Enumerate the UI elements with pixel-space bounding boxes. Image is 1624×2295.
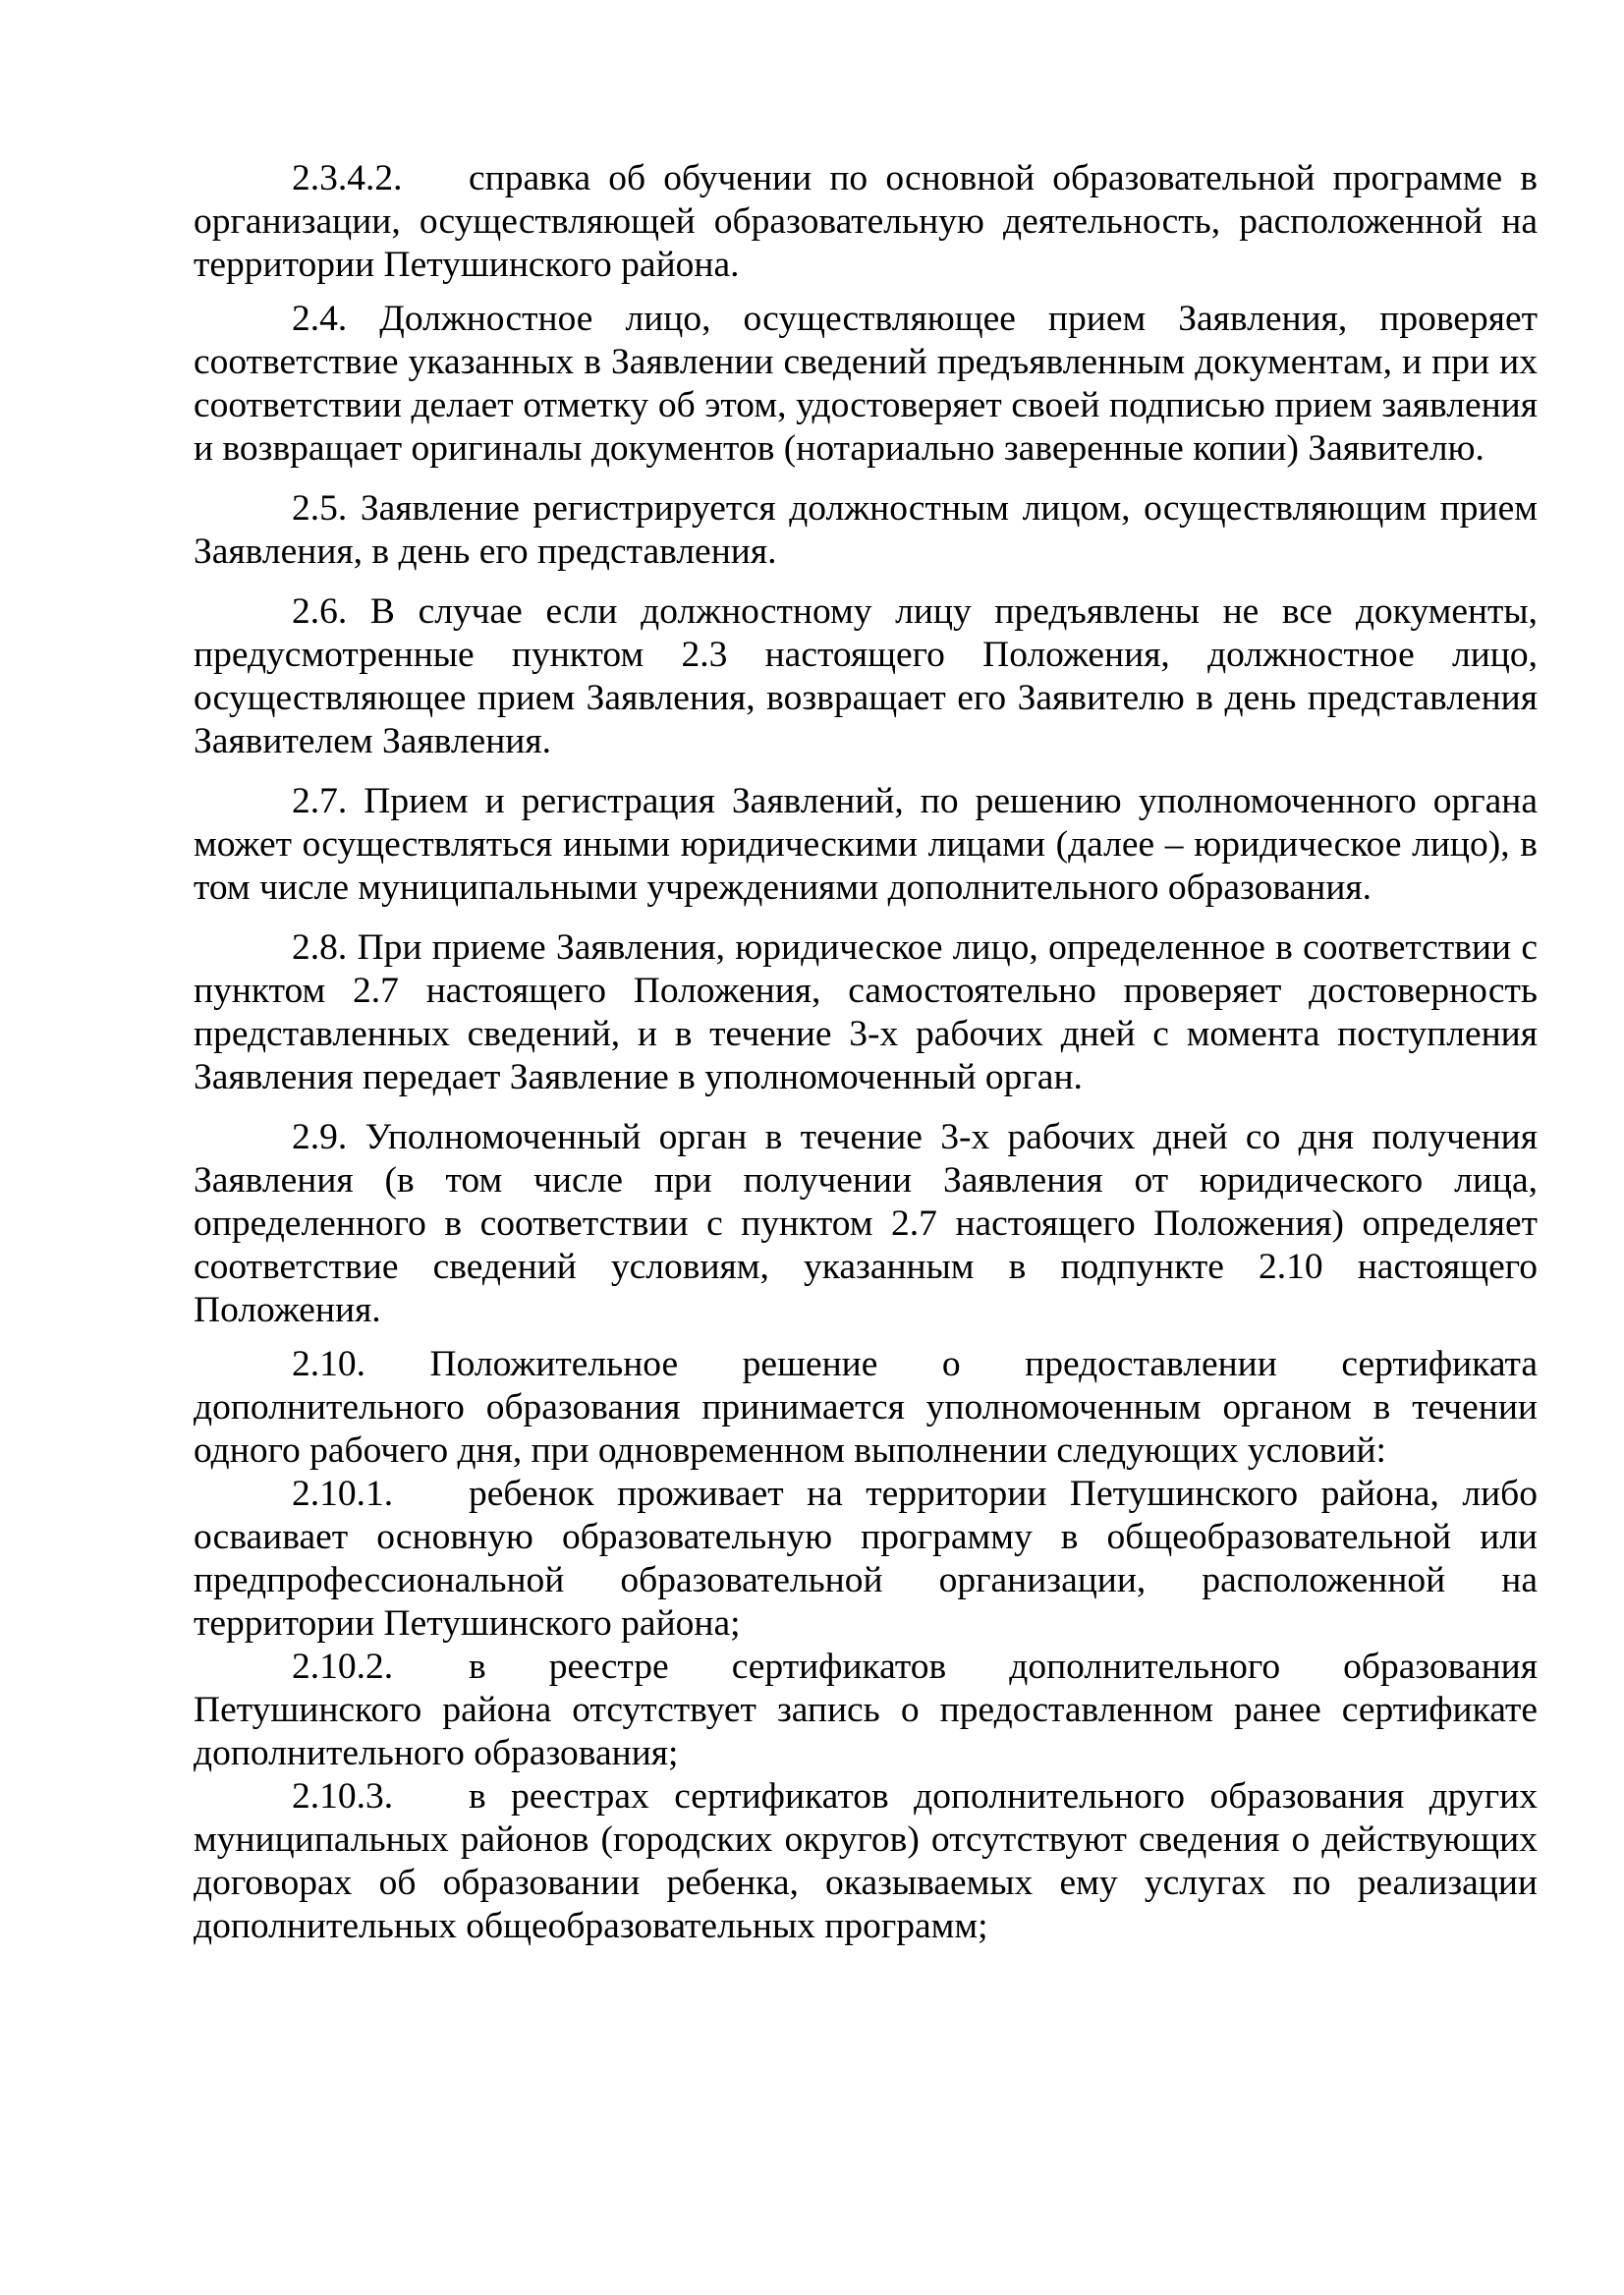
paragraph-text: Уполномоченный орган в течение 3-х рабочих дней со дня получения Заявления (в том числе при получении Заявления от юридического лица, определенного в соответствии с пунктом 2.7 настоящего Положения) определяет соответствие сведений условиям, указанным в подпункте 2.10 настоящего Положения.	[194, 1117, 1539, 1330]
paragraph-number: 2.3.4.2.	[292, 158, 403, 198]
paragraph-number: 2.7.	[292, 781, 348, 821]
paragraph-text: Должностное лицо, осуществляющее прием Заявления, проверяет соответствие указанных в Заявлении сведений предъявленным документам, и при их соответствии делает отметку об этом, удостоверяет своей подписью прием заявления и возвращает оригиналы документов (нотариально заверенные копии) Заявителю.	[194, 299, 1538, 469]
paragraph-number: 2.5.	[292, 488, 348, 529]
paragraph-text: в реестре сертификатов дополнительного образования Петушинского района отсутствует запись о предоставленном ранее сертификате дополнительного образования;	[194, 1647, 1538, 1773]
paragraph-number: 2.10.1.	[292, 1474, 394, 1514]
paragraph-2-10	[194, 1343, 1538, 1473]
paragraph-2-9	[194, 1116, 1538, 1332]
paragraph-text: В случае если должностному лицу предъявлены не все документы, предусмотренные пунктом 2.3 настоящего Положения, должностное лицо, осуществляющее прием Заявления, возвращает его Заявителю в день представления Заявителем Заявления.	[194, 591, 1538, 761]
paragraph-2-3-4-2	[194, 157, 1538, 287]
paragraph-2-6	[194, 590, 1538, 763]
paragraph-number: 2.10.	[292, 1344, 365, 1384]
paragraph-2-8	[194, 926, 1538, 1099]
paragraph-number: 2.10.3.	[292, 1776, 394, 1817]
paragraph-text: Положительное решение о предоставлении сертификата дополнительного образования принимается уполномоченным органом в течении одного рабочего дня, при одновременном выполнении следующих условий:	[194, 1344, 1538, 1471]
paragraph-text: При приеме Заявления, юридическое лицо, определенное в соответствии с пунктом 2.7 настоящего Положения, самостоятельно проверяет достоверность представленных сведений, и в течение 3-х рабочих дней с момента поступления Заявления передает Заявление в уполномоченный орган.	[194, 927, 1539, 1097]
paragraph-text: Заявление регистрируется должностным лицом, осуществляющим прием Заявления, в день его представления.	[194, 488, 1538, 572]
document-page	[194, 157, 1538, 1948]
paragraph-2-10-2	[194, 1646, 1538, 1775]
paragraph-text: в реестрах сертификатов дополнительного образования других муниципальных районов (городских округов) отсутствуют сведения о действующих договорах об образовании ребенка, оказываемых ему услугах по реализации дополнительных общеобразовательных программ;	[194, 1776, 1538, 1946]
paragraph-text: Прием и регистрация Заявлений, по решению уполномоченного органа может осуществляться иными юридическими лицами (далее – юридическое лицо), в том числе муниципальными учреждениями дополнительного образования.	[194, 781, 1538, 908]
paragraph-2-5	[194, 487, 1538, 574]
paragraph-2-10-3	[194, 1775, 1538, 1948]
paragraph-number: 2.8.	[292, 927, 348, 968]
paragraph-number: 2.6.	[292, 591, 348, 632]
paragraph-text: ребенок проживает на территории Петушинского района, либо осваивает основную образовательную программу в общеобразовательной или предпрофессиональной образовательной организации, расположенной на территории Петушинского района;	[194, 1474, 1538, 1644]
paragraph-2-4	[194, 298, 1538, 471]
paragraph-2-7	[194, 780, 1538, 910]
paragraph-number: 2.10.2.	[292, 1647, 394, 1687]
paragraph-text: справка об обучении по основной образовательной программе в организации, осуществляющей образовательную деятельность, расположенной на территории Петушинского района.	[194, 158, 1538, 285]
paragraph-2-10-1	[194, 1473, 1538, 1646]
paragraph-number: 2.4.	[292, 299, 348, 339]
paragraph-number: 2.9.	[292, 1117, 348, 1157]
